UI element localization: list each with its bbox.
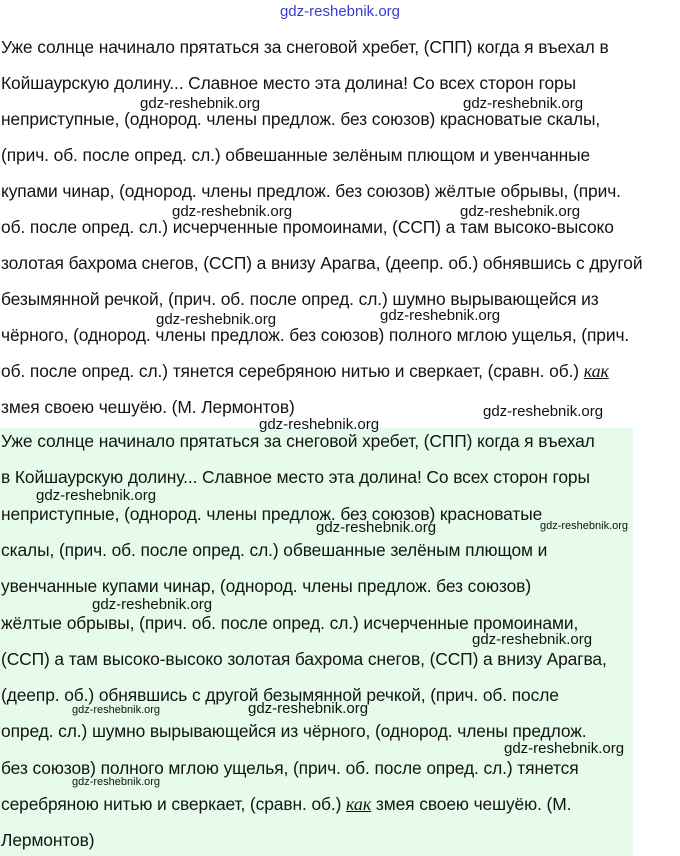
watermark-text: gdz-reshebnik.org [172, 203, 293, 220]
text-segment: скалы, (прич. об. после опред. сл.) обвешанные зелёным плющом и [1, 539, 548, 560]
text-segment: Койшаурскую долину... Славное место эта долина! Со всех сторон горы [1, 73, 577, 93]
watermark-text: gdz-reshebnik.org [483, 403, 604, 420]
text-line [1, 793, 571, 815]
watermark-text: gdz-reshebnik.org [156, 311, 277, 328]
comparison-word: как [346, 794, 372, 814]
text-segment: жёлтые обрывы, (прич. об. после опред. сл.) исчерченные промоинами, [1, 612, 579, 633]
text-line [1, 648, 607, 670]
watermark-text: gdz-reshebnik.org [472, 631, 593, 648]
text-segment: купами чинар, (однород. члены предлож. без союзов) жёлтые обрывы, (прич. [1, 181, 621, 201]
text-segment: Уже солнце начинало прятаться за снеговой хребет, (СПП) когда я въехал [1, 431, 595, 451]
text-line [1, 575, 531, 597]
text-segment: серебряною нитью и сверкает, (сравн. об.) [1, 794, 347, 814]
watermark-text: gdz-reshebnik.org [380, 307, 501, 324]
text-line [1, 360, 609, 382]
watermark-text: gdz-reshebnik.org [72, 704, 161, 716]
text-line [1, 72, 576, 94]
text-line [1, 396, 295, 418]
text-segment: в Койшаурскую долину... Славное место эта долина! Со всех сторон горы [1, 467, 590, 488]
text-segment: безымянной речкой, (прич. об. после опред. сл.) шумно вырывающейся из [1, 289, 599, 309]
text-line [1, 180, 621, 202]
text-segment: Уже солнце начинало прятаться за снеговой хребет, (СПП) когда я въехал в [1, 37, 609, 57]
text-line [1, 252, 642, 274]
text-segment: золотая бахрома снегов, (ССП) а внизу Арагва, (деепр. об.) обнявшись с другой [1, 253, 643, 273]
watermark-text: gdz-reshebnik.org [504, 740, 625, 757]
text-line [1, 503, 542, 525]
text-segment: об. после опред. сл.) исчерченные промоинами, (ССП) а там высоко-высоко [1, 217, 614, 237]
text-line [1, 36, 609, 58]
watermark-text: gdz-reshebnik.org [140, 95, 261, 112]
text-segment: увенчанные купами чинар, (однород. члены предлож. без союзов) [1, 576, 532, 597]
text-line [1, 466, 590, 488]
text-segment: чёрного, (однород. члены предлож. без союзов) полного мглою ущелья, (прич. [1, 325, 630, 345]
comparison-word: как [583, 361, 609, 381]
text-segment: неприступные, (однород. члены предлож. без союзов) красноватые скалы, [1, 109, 601, 129]
text-segment: опред. сл.) шумно вырывающейся из чёрного, (однород. члены предлож. [1, 721, 587, 742]
text-segment: змея своею чешуёю. (М. [371, 794, 572, 814]
watermark-text: gdz-reshebnik.org [92, 596, 213, 613]
text-segment: Лермонтов) [1, 830, 95, 851]
text-segment: (деепр. об.) обнявшись с другой безымянной речкой, (прич. об. после [1, 685, 559, 706]
text-segment: об. после опред. сл.) тянется серебряною нитью и сверкает, (сравн. об.) [1, 361, 584, 381]
text-line [1, 539, 547, 561]
text-line [1, 288, 599, 310]
watermark-text: gdz-reshebnik.org [259, 416, 380, 433]
watermark-text: gdz-reshebnik.org [463, 95, 584, 112]
text-segment: (ССП) а там высоко-высоко золотая бахрома снегов, (ССП) а внизу Арагва, [1, 648, 607, 669]
text-line [1, 829, 94, 851]
watermark-text: gdz-reshebnik.org [248, 700, 369, 717]
text-line [1, 324, 629, 346]
text-segment: змея своею чешуёю. (М. Лермонтов) [1, 397, 295, 417]
watermark-text: gdz-reshebnik.org [72, 776, 161, 788]
watermark-text: gdz-reshebnik.org [36, 487, 157, 504]
text-segment: неприступные, (однород. члены предлож. без союзов) красноватые [1, 503, 543, 524]
site-header-link[interactable]: gdz-reshebnik.org [279, 3, 401, 20]
text-segment: (прич. об. после опред. сл.) обвешанные зелёным плющом и увенчанные [1, 145, 591, 165]
watermark-text: gdz-reshebnik.org [540, 520, 629, 532]
watermark-text: gdz-reshebnik.org [316, 519, 437, 536]
text-line [1, 144, 590, 166]
text-segment: без союзов) полного мглою ущелья, (прич. об. после опред. сл.) тянется [1, 757, 579, 778]
watermark-text: gdz-reshebnik.org [460, 203, 581, 220]
text-line [1, 720, 586, 742]
